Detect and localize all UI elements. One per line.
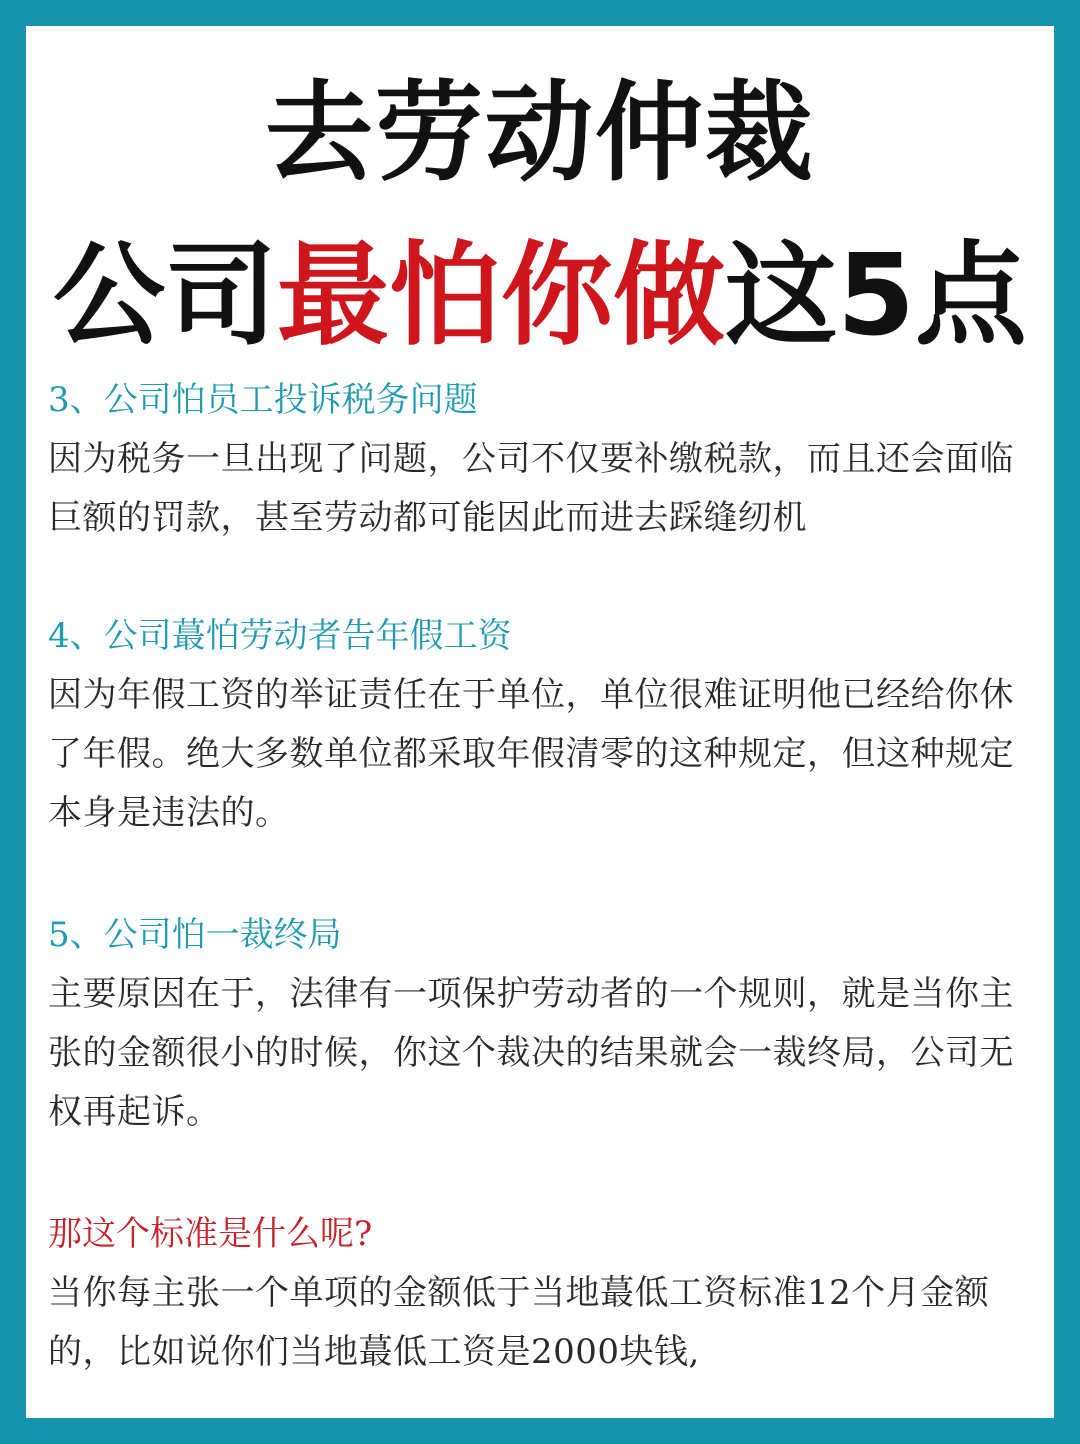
article-content [48,370,1018,1382]
content-card [26,26,1054,1418]
title-suffix: 这5点 [725,231,1027,361]
section-heading: 5、公司怕一裁终局 [48,915,342,955]
section-heading: 那这个标准是什么呢? [48,1214,373,1254]
section-body: 当你每主张一个单项的金额低于当地蕞低工资标准12个月金额的，比如说你们当地蕞低工资是2000块钱, [48,1273,990,1372]
section-body: 因为年假工资的举证责任在于单位，单位很难证明他已经给你休了年假。绝大多数单位都采取年假清零的这种规定，但这种规定本身是违法的。 [48,675,1014,833]
section-4 [48,606,1018,843]
section-heading: 4、公司蕞怕劳动者告年假工资 [48,616,512,656]
section-body: 因为税务一旦出现了问题，公司不仅要补缴税款，而且还会面临巨额的罚款，甚至劳动都可能因此而进去踩缝纫机 [48,439,1014,538]
section-5 [48,905,1018,1142]
section-3 [48,370,1018,548]
section-body: 主要原因在于，法律有一项保护劳动者的一个规则，就是当你主张的金额很小的时候，你这个裁决的结果就会一裁终局，公司无权再起诉。 [48,974,1014,1132]
title-highlight: 最怕你做 [277,231,726,361]
section-heading: 3、公司怕员工投诉税务问题 [48,380,478,420]
title-line-2 [26,231,1054,361]
section-standard [48,1204,1018,1382]
title-prefix: 公司 [53,231,278,361]
title-line-1: 去劳动仲裁 [264,71,815,196]
